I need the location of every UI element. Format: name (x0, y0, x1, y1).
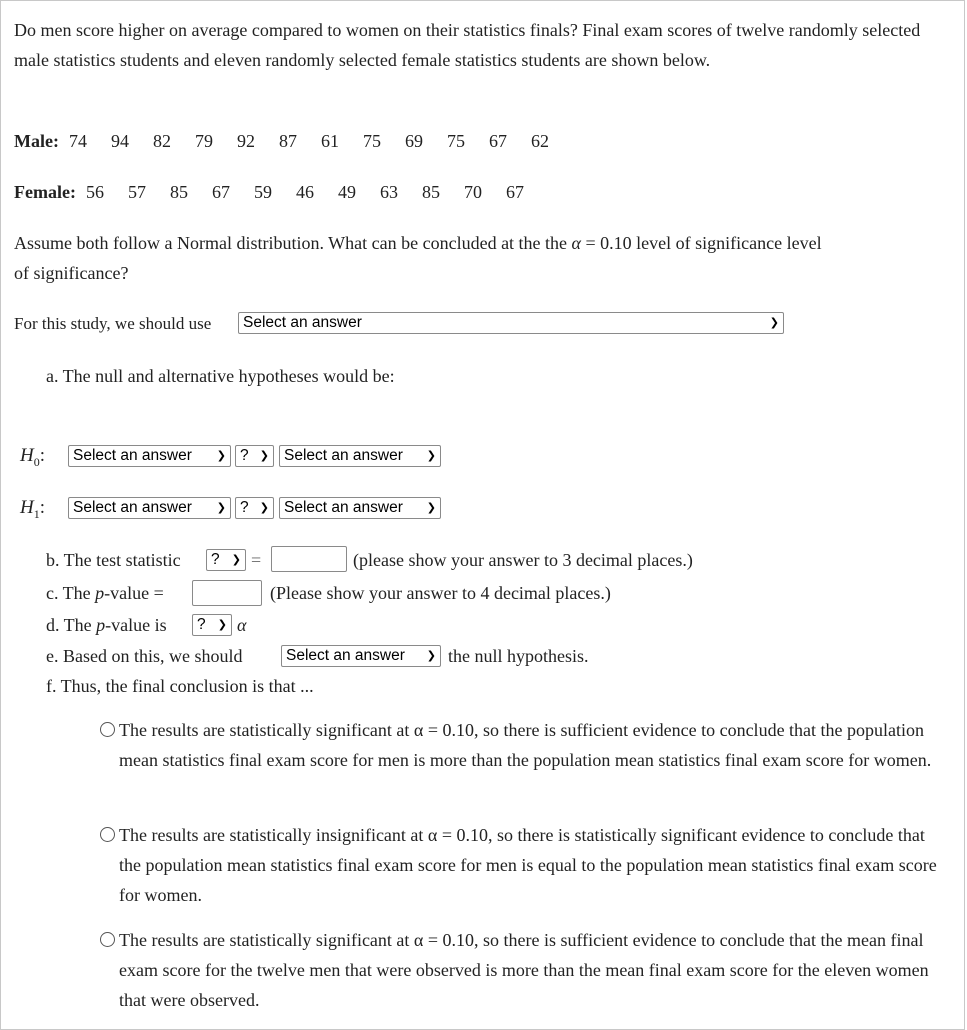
female-score: 46 (295, 182, 314, 202)
h1-operator-select[interactable] (235, 497, 274, 519)
h1-letter: H (20, 497, 34, 518)
radio-option-3[interactable] (100, 932, 115, 947)
female-score: 70 (463, 182, 482, 202)
part-a-label: a. The null and alternative hypotheses would be: (46, 366, 395, 386)
male-score: 75 (362, 131, 381, 151)
h0-operator-value: ? (240, 447, 249, 464)
chevron-down-icon: ❯ (769, 317, 779, 329)
h1-operator-value: ? (240, 499, 249, 516)
chevron-down-icon: ❯ (216, 502, 226, 514)
chevron-down-icon: ❯ (259, 502, 269, 514)
h1-parameter-select[interactable] (68, 497, 231, 519)
part-e-suffix: the null hypothesis. (448, 646, 589, 666)
radio-option-1[interactable] (100, 722, 115, 737)
alpha-value: = 0.10 level of significance level (585, 233, 822, 253)
male-label: Male: (14, 131, 59, 151)
male-score: 67 (488, 131, 507, 151)
h1-subscript: 1 (33, 506, 40, 521)
female-score: 56 (85, 182, 104, 202)
male-score: 69 (404, 131, 423, 151)
chevron-down-icon: ❯ (259, 450, 269, 462)
part-d-label (46, 611, 167, 639)
h0-colon: : (39, 445, 46, 466)
study-select[interactable] (238, 312, 784, 334)
chevron-down-icon: ❯ (217, 619, 227, 631)
h0-parameter-value: Select an answer (73, 447, 192, 464)
part-d-prefix: d. The (46, 615, 92, 635)
chevron-down-icon: ❯ (426, 450, 436, 462)
study-select-value: Select an answer (243, 314, 362, 331)
h1-parameter-value: Select an answer (73, 499, 192, 516)
male-scores-row (14, 126, 573, 156)
decision-select-value: Select an answer (286, 647, 405, 664)
part-e-label: e. Based on this, we should (46, 646, 243, 666)
chevron-down-icon: ❯ (216, 450, 226, 462)
chevron-down-icon: ❯ (426, 502, 436, 514)
chevron-down-icon: ❯ (426, 650, 436, 662)
question-intro: Do men score higher on average compared to women on their statistics finals? Final exam scores of twelve randomly selected male statistics students and eleven randomly selected female statistics students are shown below. (14, 20, 921, 70)
male-score: 75 (446, 131, 465, 151)
h1-value-select[interactable] (279, 497, 441, 519)
conclusion-option-3: The results are statistically significant at α = 0.10, so there is sufficient evidence to conclude that the mean final exam score for the twelve men that were observed is more than the mean final exam score for the eleven women that were observed. (119, 930, 929, 1010)
part-c-prefix: c. The (46, 583, 91, 603)
decision-select[interactable] (281, 645, 441, 667)
female-score: 67 (505, 182, 524, 202)
male-score: 74 (68, 131, 87, 151)
part-d-suffix: -value is (105, 615, 167, 635)
h1-label (20, 495, 45, 527)
h1-colon: : (39, 497, 46, 518)
test-statistic-input[interactable] (271, 546, 347, 572)
male-score: 79 (194, 131, 213, 151)
radio-option-2[interactable] (100, 827, 115, 842)
female-score: 85 (421, 182, 440, 202)
h0-letter: H (20, 445, 34, 466)
female-score: 63 (379, 182, 398, 202)
alpha-symbol: α (571, 233, 581, 253)
conclusion-option-1: The results are statistically significant at α = 0.10, so there is sufficient evidence to conclude that the population mean statistics final exam score for men is more than the population mean statistics final exam score for women. (119, 720, 932, 770)
part-f-label: f. Thus, the final conclusion is that ... (46, 676, 314, 696)
male-score: 94 (110, 131, 129, 151)
female-score: 85 (169, 182, 188, 202)
h1-value-value: Select an answer (284, 499, 403, 516)
female-score: 49 (337, 182, 356, 202)
h0-parameter-select[interactable] (68, 445, 231, 467)
male-score: 92 (236, 131, 255, 151)
p-value-comparison-select[interactable] (192, 614, 232, 636)
part-c-note: (Please show your answer to 4 decimal places.) (270, 583, 611, 603)
assumption-text (14, 228, 822, 258)
female-scores-row (14, 177, 548, 207)
conclusion-option-2: The results are statistically insignificant at α = 0.10, so there is statistically significant evidence to conclude that the population mean statistics final exam score for men is equal to the population mean statistics final exam score for women. (119, 825, 937, 905)
part-c-suffix: -value = (104, 583, 164, 603)
female-label: Female: (14, 182, 76, 202)
p-value-comparison-value: ? (197, 616, 206, 633)
female-score: 59 (253, 182, 272, 202)
female-score: 57 (127, 182, 146, 202)
male-score: 62 (530, 131, 549, 151)
p-symbol: p (96, 615, 106, 635)
equals-sign: = (251, 550, 262, 570)
chevron-down-icon: ❯ (231, 554, 241, 566)
h0-operator-select[interactable] (235, 445, 274, 467)
part-b-note: (please show your answer to 3 decimal places.) (353, 550, 693, 570)
male-score: 82 (152, 131, 171, 151)
p-symbol: p (95, 583, 105, 603)
test-statistic-select[interactable] (206, 549, 246, 571)
h0-value-value: Select an answer (284, 447, 403, 464)
part-c-label (46, 579, 164, 607)
male-score: 61 (320, 131, 339, 151)
test-statistic-select-value: ? (211, 551, 220, 568)
female-score: 67 (211, 182, 230, 202)
part-b-label: b. The test statistic (46, 550, 181, 570)
assumption-line-1: Assume both follow a Normal distribution. What can be concluded at the the (14, 233, 568, 253)
h0-subscript: 0 (33, 454, 40, 469)
h0-value-select[interactable] (279, 445, 441, 467)
assumption-line-2: of significance? (14, 263, 129, 283)
male-score: 87 (278, 131, 297, 151)
alpha-symbol: α (237, 615, 247, 635)
h0-label (20, 443, 45, 475)
study-label: For this study, we should use (14, 314, 212, 333)
p-value-input[interactable] (192, 580, 262, 606)
